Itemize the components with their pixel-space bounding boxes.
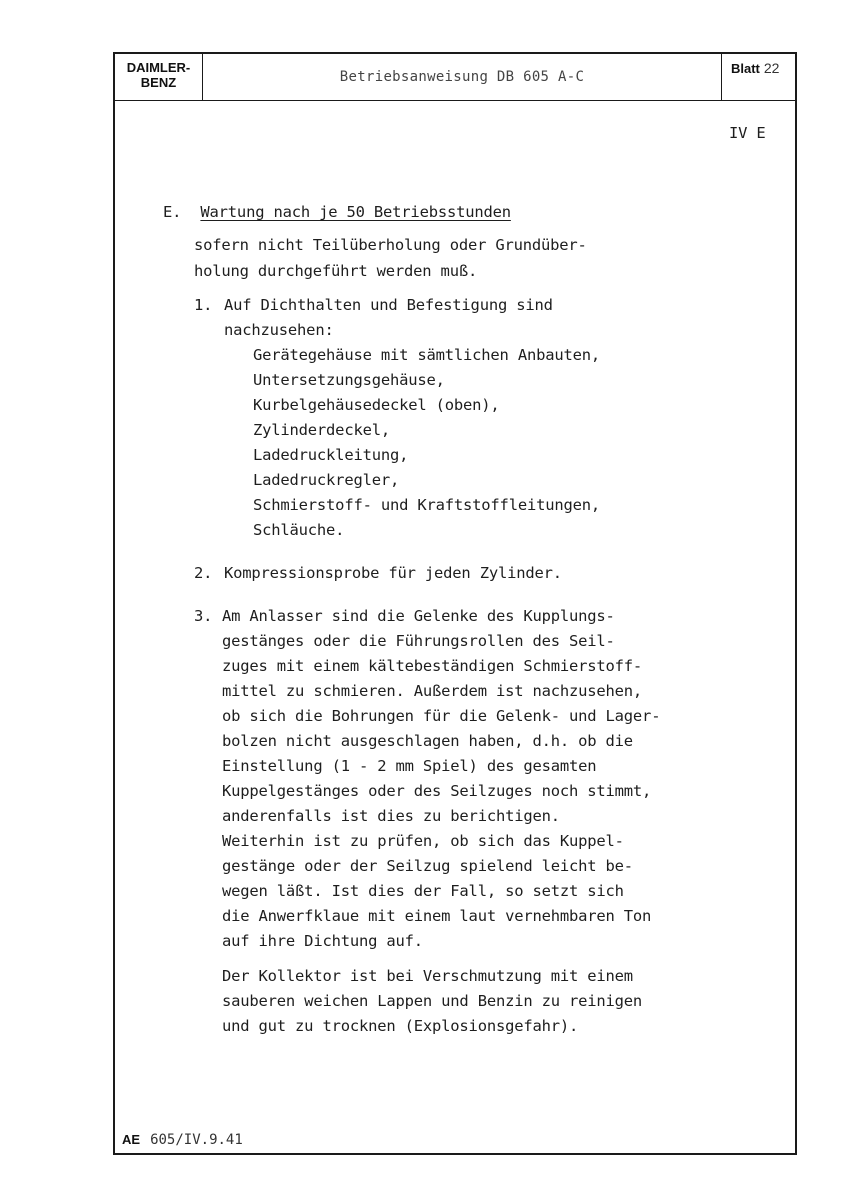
- item-line: Auf Dichthalten und Befestigung sind: [224, 296, 553, 314]
- item-line: bolzen nicht ausgeschlagen haben, d.h. ob die: [222, 732, 633, 750]
- item-line: Kuppelgestänges oder des Seilzuges noch stimmt,: [222, 782, 652, 800]
- component-list-item: Untersetzungsgehäuse,: [253, 371, 445, 389]
- item-number: 1.: [194, 296, 213, 314]
- component-list-item: Schläuche.: [253, 521, 345, 539]
- footer-code: [122, 1132, 243, 1148]
- logo-line-1: DAIMLER-: [126, 60, 191, 75]
- collector-note-line: sauberen weichen Lappen und Benzin zu reinigen: [222, 992, 643, 1010]
- item-number: 3.: [194, 607, 213, 625]
- component-list-item: Schmierstoff- und Kraftstoffleitungen,: [253, 496, 601, 514]
- header-bar: [115, 54, 795, 101]
- intro-line: holung durchgeführt werden muß.: [194, 262, 478, 280]
- intro-line: sofern nicht Teilüberholung oder Grundüber-: [194, 236, 587, 254]
- section-reference: IV E: [729, 124, 766, 142]
- sheet-number-box: [721, 54, 795, 100]
- item-line: zuges mit einem kältebeständigen Schmierstoff-: [222, 657, 643, 675]
- item-line: Einstellung (1 - 2 mm Spiel) des gesamten: [222, 757, 597, 775]
- item-line: gestänges oder die Führungsrollen des Seil-: [222, 632, 615, 650]
- item-line: anderenfalls ist dies zu berichtigen.: [222, 807, 560, 825]
- section-letter: E.: [163, 203, 182, 221]
- sheet-number: 22: [763, 60, 780, 76]
- component-list-item: Kurbelgehäusedeckel (oben),: [253, 396, 500, 414]
- component-list-item: Ladedruckregler,: [253, 471, 400, 489]
- item-number: 2.: [194, 564, 213, 582]
- company-logo: [115, 54, 203, 100]
- section-heading-text: Wartung nach je 50 Betriebsstunden: [200, 203, 511, 221]
- component-list-item: Zylinderdeckel,: [253, 421, 390, 439]
- item-line: Kompressionsprobe für jeden Zylinder.: [224, 564, 562, 582]
- component-list-item: Ladedruckleitung,: [253, 446, 409, 464]
- document-title: Betriebsanweisung DB 605 A-C: [339, 69, 585, 85]
- section-heading: [163, 203, 511, 221]
- footer-reference: 605/IV.9.41: [150, 1132, 243, 1148]
- item-line: nachzusehen:: [224, 321, 334, 339]
- footer-prefix: AE: [122, 1132, 141, 1147]
- collector-note-line: und gut zu trocknen (Explosionsgefahr).: [222, 1017, 579, 1035]
- component-list-item: Gerätegehäuse mit sämtlichen Anbauten,: [253, 346, 601, 364]
- item-line: die Anwerfklaue mit einem laut vernehmbaren Ton: [222, 907, 652, 925]
- item-line: wegen läßt. Ist dies der Fall, so setzt sich: [222, 882, 624, 900]
- item-line: auf ihre Dichtung auf.: [222, 932, 423, 950]
- item-line: ob sich die Bohrungen für die Gelenk- und Lager-: [222, 707, 661, 725]
- item-line: mittel zu schmieren. Außerdem ist nachzusehen,: [222, 682, 643, 700]
- logo-line-2: BENZ: [140, 75, 177, 90]
- item-line: Weiterhin ist zu prüfen, ob sich das Kuppel-: [222, 832, 624, 850]
- item-line: gestänge oder der Seilzug spielend leicht be-: [222, 857, 633, 875]
- collector-note-line: Der Kollektor ist bei Verschmutzung mit einem: [222, 967, 633, 985]
- sheet-label: Blatt: [731, 61, 760, 76]
- item-line: Am Anlasser sind die Gelenke des Kupplungs-: [222, 607, 615, 625]
